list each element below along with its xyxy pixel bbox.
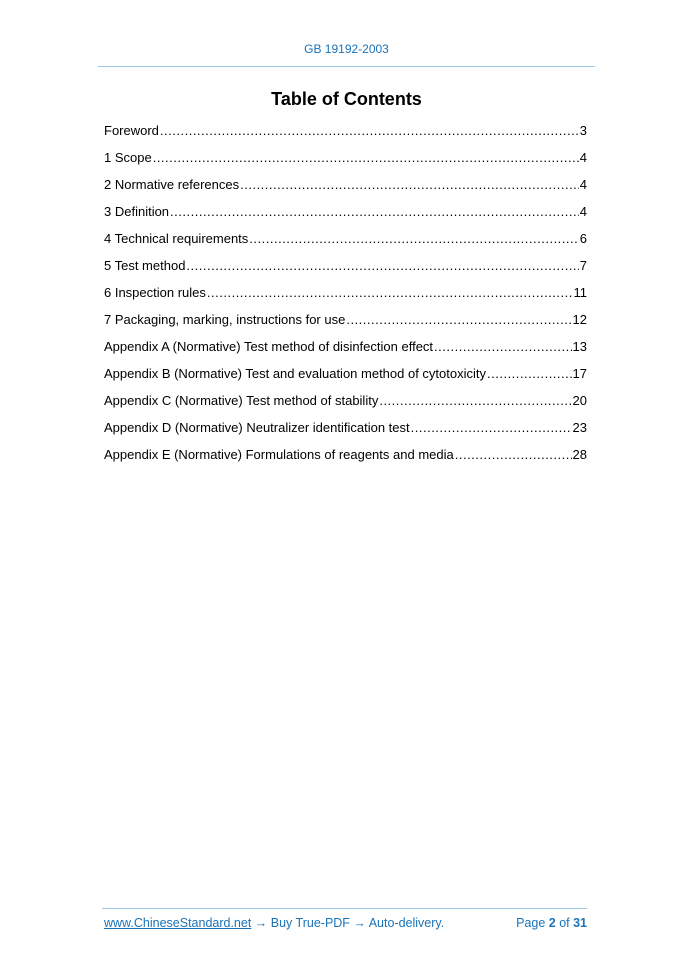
toc-item-label: Appendix B (Normative) Test and evaluation method of cytotoxicity — [104, 366, 487, 381]
toc-item-page: 12 — [572, 312, 587, 327]
document-code: GB 19192-2003 — [304, 42, 389, 56]
toc-item-page: 6 — [579, 231, 587, 246]
toc-item-label: 5 Test method — [104, 258, 186, 273]
toc-item[interactable] — [104, 419, 587, 446]
toc-item[interactable] — [104, 176, 587, 203]
toc-list — [104, 122, 587, 473]
total-pages-number: 31 — [573, 916, 587, 930]
toc-item[interactable] — [104, 230, 587, 257]
toc-item[interactable] — [104, 365, 587, 392]
toc-item-label: 2 Normative references — [104, 177, 240, 192]
toc-item-page: 3 — [579, 123, 587, 138]
toc-dot-leader — [487, 365, 572, 383]
toc-dot-leader — [346, 311, 571, 329]
toc-dot-leader — [153, 149, 579, 167]
toc-item-page: 11 — [573, 285, 587, 300]
toc-item-page: 13 — [572, 339, 587, 354]
toc-dot-leader — [455, 446, 572, 464]
toc-item-label: 3 Definition — [104, 204, 170, 219]
toc-item-page: 7 — [579, 258, 587, 273]
site-link[interactable]: www.ChineseStandard.net — [104, 916, 252, 930]
toc-item[interactable] — [104, 446, 587, 473]
page-of-label: of — [555, 916, 574, 930]
toc-item[interactable] — [104, 284, 587, 311]
toc-item-label: Appendix A (Normative) Test method of disinfection effect — [104, 339, 434, 354]
toc-item[interactable] — [104, 392, 587, 419]
footer-divider — [102, 908, 587, 909]
page-footer — [104, 916, 587, 930]
toc-item[interactable] — [104, 338, 587, 365]
toc-item-page: 20 — [572, 393, 587, 408]
toc-dot-leader — [207, 284, 573, 302]
toc-item-page: 4 — [579, 204, 587, 219]
toc-dot-leader — [186, 257, 578, 275]
toc-item-label: 7 Packaging, marking, instructions for use — [104, 312, 346, 327]
toc-item[interactable] — [104, 203, 587, 230]
toc-item-label: 1 Scope — [104, 150, 152, 165]
toc-item-page: 4 — [579, 150, 587, 165]
footer-promo-text: → Buy True-PDF → Auto-delivery. — [251, 916, 445, 930]
toc-dot-leader — [170, 203, 579, 221]
current-page-number: 2 — [548, 916, 556, 930]
page-prefix: Page — [516, 916, 549, 930]
toc-dot-leader — [411, 419, 572, 437]
header-divider — [98, 66, 595, 67]
toc-item-label: Appendix E (Normative) Formulations of reagents and media — [104, 447, 454, 462]
page-indicator — [516, 916, 587, 930]
toc-item-label: 4 Technical requirements — [104, 231, 249, 246]
toc-title: Table of Contents — [271, 89, 422, 109]
toc-item[interactable] — [104, 149, 587, 176]
footer-promo — [104, 916, 444, 930]
toc-dot-leader — [249, 230, 578, 248]
toc-item[interactable] — [104, 122, 587, 149]
toc-dot-leader — [160, 122, 579, 140]
toc-item-label: Appendix D (Normative) Neutralizer identification test — [104, 420, 410, 435]
toc-dot-leader — [434, 338, 572, 356]
toc-item-page: 17 — [572, 366, 587, 381]
toc-item-page: 28 — [572, 447, 587, 462]
toc-item-page: 23 — [572, 420, 587, 435]
toc-item-label: Appendix C (Normative) Test method of stability — [104, 393, 379, 408]
toc-dot-leader — [240, 176, 579, 194]
toc-item[interactable] — [104, 311, 587, 338]
toc-item-page: 4 — [579, 177, 587, 192]
toc-item[interactable] — [104, 257, 587, 284]
toc-item-label: Foreword — [104, 123, 159, 138]
toc-dot-leader — [379, 392, 571, 410]
toc-item-label: 6 Inspection rules — [104, 285, 206, 300]
